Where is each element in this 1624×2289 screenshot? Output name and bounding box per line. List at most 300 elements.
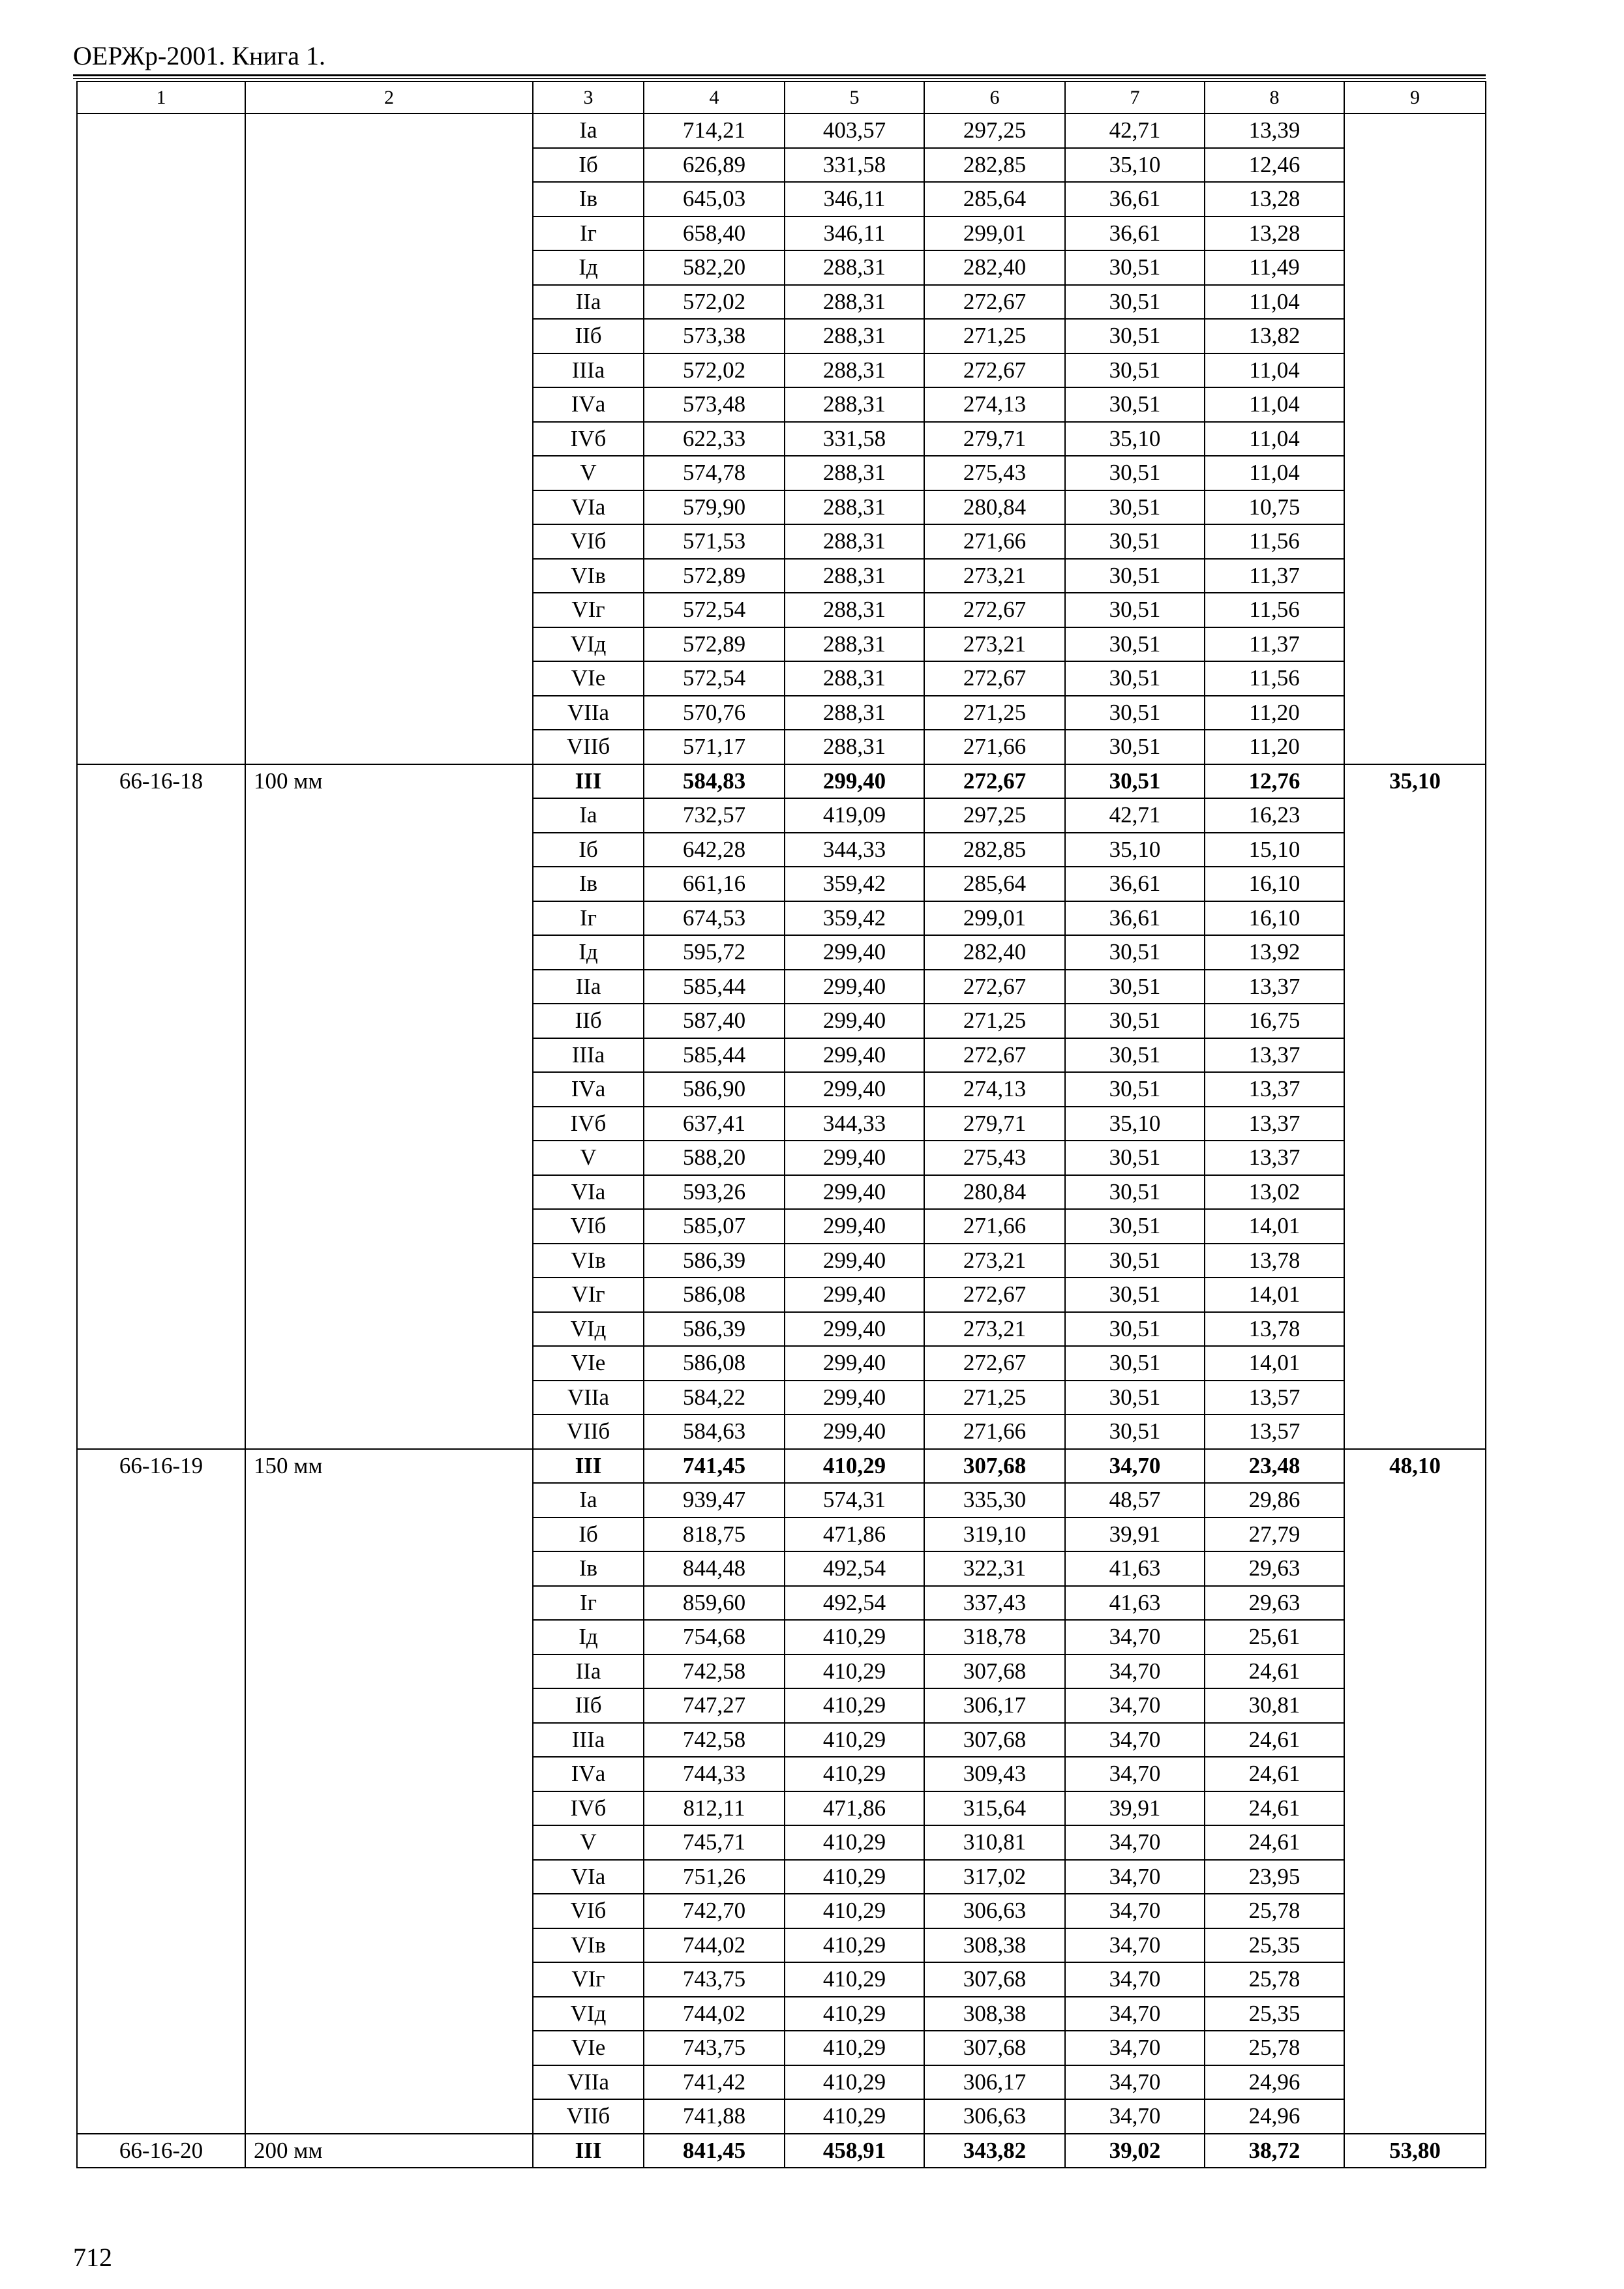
machines-cell: 272,67 bbox=[924, 764, 1065, 799]
labor-cell: 53,80 bbox=[1344, 2134, 1486, 2168]
total-cost-cell: 818,75 bbox=[644, 1518, 785, 1552]
code-cell bbox=[77, 1962, 245, 1997]
labor-cell bbox=[1344, 113, 1486, 148]
name-cell bbox=[245, 661, 533, 696]
name-cell bbox=[245, 867, 533, 901]
materials-cell: 13,78 bbox=[1205, 1312, 1344, 1347]
table-row bbox=[77, 113, 1486, 148]
variant-cell: Iа bbox=[533, 798, 644, 833]
machinist-wages-cell: 36,61 bbox=[1065, 182, 1205, 217]
table-row bbox=[77, 1825, 1486, 1860]
variant-cell: III bbox=[533, 1449, 644, 1484]
wages-cell: 299,40 bbox=[785, 1346, 924, 1381]
machinist-wages-cell: 30,51 bbox=[1065, 730, 1205, 764]
machinist-wages-cell: 30,51 bbox=[1065, 696, 1205, 730]
wages-cell: 471,86 bbox=[785, 1518, 924, 1552]
table-row bbox=[77, 1072, 1486, 1107]
labor-cell bbox=[1344, 524, 1486, 559]
labor-cell: 48,10 bbox=[1344, 1449, 1486, 1484]
code-cell bbox=[77, 1551, 245, 1586]
total-cost-cell: 859,60 bbox=[644, 1586, 785, 1621]
machines-cell: 337,43 bbox=[924, 1586, 1065, 1621]
code-cell: 66-16-19 bbox=[77, 1449, 245, 1484]
machines-cell: 306,17 bbox=[924, 1688, 1065, 1723]
variant-cell: IIа bbox=[533, 970, 644, 1004]
machinist-wages-cell: 30,51 bbox=[1065, 1004, 1205, 1038]
variant-cell: VIа bbox=[533, 1175, 644, 1210]
total-cost-cell: 741,42 bbox=[644, 2065, 785, 2100]
table-row bbox=[77, 1381, 1486, 1415]
machines-cell: 271,66 bbox=[924, 524, 1065, 559]
materials-cell: 30,81 bbox=[1205, 1688, 1344, 1723]
wages-cell: 410,29 bbox=[785, 1928, 924, 1963]
name-cell bbox=[245, 1175, 533, 1210]
machinist-wages-cell: 30,51 bbox=[1065, 1175, 1205, 1210]
machines-cell: 315,64 bbox=[924, 1791, 1065, 1826]
machines-cell: 306,63 bbox=[924, 1894, 1065, 1928]
materials-cell: 13,57 bbox=[1205, 1381, 1344, 1415]
total-cost-cell: 573,38 bbox=[644, 319, 785, 353]
machinist-wages-cell: 35,10 bbox=[1065, 422, 1205, 456]
code-cell bbox=[77, 1518, 245, 1552]
code-cell bbox=[77, 730, 245, 764]
materials-cell: 13,02 bbox=[1205, 1175, 1344, 1210]
name-cell bbox=[245, 833, 533, 867]
machines-cell: 280,84 bbox=[924, 490, 1065, 525]
total-cost-cell: 571,17 bbox=[644, 730, 785, 764]
code-cell bbox=[77, 319, 245, 353]
labor-cell bbox=[1344, 1346, 1486, 1381]
total-cost-cell: 744,33 bbox=[644, 1757, 785, 1791]
variant-cell: IIIа bbox=[533, 1038, 644, 1073]
name-cell bbox=[245, 319, 533, 353]
variant-cell: VIIа bbox=[533, 696, 644, 730]
name-cell bbox=[245, 970, 533, 1004]
table-row bbox=[77, 833, 1486, 867]
total-cost-cell: 573,48 bbox=[644, 387, 785, 422]
code-cell bbox=[77, 1825, 245, 1860]
materials-cell: 14,01 bbox=[1205, 1278, 1344, 1312]
table-row bbox=[77, 1312, 1486, 1347]
code-cell bbox=[77, 1997, 245, 2031]
variant-cell: Iд bbox=[533, 1620, 644, 1654]
machinist-wages-cell: 34,70 bbox=[1065, 1620, 1205, 1654]
machines-cell: 307,68 bbox=[924, 1962, 1065, 1997]
machines-cell: 273,21 bbox=[924, 1312, 1065, 1347]
labor-cell bbox=[1344, 1586, 1486, 1621]
code-cell bbox=[77, 1894, 245, 1928]
materials-cell: 11,49 bbox=[1205, 250, 1344, 285]
variant-cell: Iг bbox=[533, 901, 644, 936]
machines-cell: 273,21 bbox=[924, 627, 1065, 662]
variant-cell: IVа bbox=[533, 1757, 644, 1791]
table-row bbox=[77, 1688, 1486, 1723]
variant-cell: Iб bbox=[533, 1518, 644, 1552]
machinist-wages-cell: 34,70 bbox=[1065, 1928, 1205, 1963]
machines-cell: 279,71 bbox=[924, 1107, 1065, 1141]
variant-cell: Iв bbox=[533, 867, 644, 901]
wages-cell: 492,54 bbox=[785, 1551, 924, 1586]
variant-cell: IVа bbox=[533, 1072, 644, 1107]
name-cell bbox=[245, 1586, 533, 1621]
variant-cell: Iа bbox=[533, 113, 644, 148]
name-cell bbox=[245, 1414, 533, 1449]
materials-cell: 25,35 bbox=[1205, 1997, 1344, 2031]
wages-cell: 410,29 bbox=[785, 1997, 924, 2031]
variant-cell: IIб bbox=[533, 1004, 644, 1038]
name-cell bbox=[245, 1757, 533, 1791]
machinist-wages-cell: 30,51 bbox=[1065, 970, 1205, 1004]
variant-cell: VIг bbox=[533, 1962, 644, 1997]
wages-cell: 471,86 bbox=[785, 1791, 924, 1826]
machinist-wages-cell: 34,70 bbox=[1065, 1654, 1205, 1689]
code-cell bbox=[77, 2099, 245, 2134]
name-cell bbox=[245, 593, 533, 627]
column-number: 3 bbox=[533, 82, 644, 113]
wages-cell: 288,31 bbox=[785, 456, 924, 490]
table-row bbox=[77, 2031, 1486, 2065]
variant-cell: VIе bbox=[533, 661, 644, 696]
machines-cell: 271,25 bbox=[924, 1381, 1065, 1415]
table-row bbox=[77, 1620, 1486, 1654]
variant-cell: Iв bbox=[533, 182, 644, 217]
variant-cell: VIIб bbox=[533, 1414, 644, 1449]
variant-cell: IIб bbox=[533, 319, 644, 353]
total-cost-cell: 572,54 bbox=[644, 661, 785, 696]
materials-cell: 24,96 bbox=[1205, 2099, 1344, 2134]
table-row bbox=[77, 661, 1486, 696]
materials-cell: 11,04 bbox=[1205, 456, 1344, 490]
code-cell bbox=[77, 1654, 245, 1689]
labor-cell bbox=[1344, 867, 1486, 901]
wages-cell: 299,40 bbox=[785, 1141, 924, 1175]
total-cost-cell: 572,54 bbox=[644, 593, 785, 627]
total-cost-cell: 754,68 bbox=[644, 1620, 785, 1654]
machines-cell: 272,67 bbox=[924, 970, 1065, 1004]
table-row bbox=[77, 1723, 1486, 1758]
machines-cell: 272,67 bbox=[924, 1346, 1065, 1381]
name-cell bbox=[245, 148, 533, 183]
table-row bbox=[77, 798, 1486, 833]
machines-cell: 271,25 bbox=[924, 1004, 1065, 1038]
machinist-wages-cell: 30,51 bbox=[1065, 1038, 1205, 1073]
table-row bbox=[77, 1209, 1486, 1244]
total-cost-cell: 637,41 bbox=[644, 1107, 785, 1141]
code-cell bbox=[77, 2031, 245, 2065]
machinist-wages-cell: 34,70 bbox=[1065, 2065, 1205, 2100]
total-cost-cell: 588,20 bbox=[644, 1141, 785, 1175]
materials-cell: 13,28 bbox=[1205, 182, 1344, 217]
table-row-main bbox=[77, 764, 1486, 799]
machines-cell: 307,68 bbox=[924, 1723, 1065, 1758]
variant-cell: IIб bbox=[533, 1688, 644, 1723]
table-row bbox=[77, 1483, 1486, 1518]
variant-cell: VIд bbox=[533, 1312, 644, 1347]
machines-cell: 273,21 bbox=[924, 1244, 1065, 1278]
machines-cell: 322,31 bbox=[924, 1551, 1065, 1586]
total-cost-cell: 586,39 bbox=[644, 1312, 785, 1347]
name-cell bbox=[245, 182, 533, 217]
table-row bbox=[77, 2065, 1486, 2100]
labor-cell bbox=[1344, 1757, 1486, 1791]
materials-cell: 27,79 bbox=[1205, 1518, 1344, 1552]
variant-cell: Iв bbox=[533, 1551, 644, 1586]
code-cell bbox=[77, 1004, 245, 1038]
wages-cell: 288,31 bbox=[785, 250, 924, 285]
materials-cell: 13,37 bbox=[1205, 1038, 1344, 1073]
machinist-wages-cell: 35,10 bbox=[1065, 1107, 1205, 1141]
machinist-wages-cell: 34,70 bbox=[1065, 2031, 1205, 2065]
table-row-main bbox=[77, 1449, 1486, 1484]
table-row bbox=[77, 250, 1486, 285]
table-row bbox=[77, 1551, 1486, 1586]
total-cost-cell: 642,28 bbox=[644, 833, 785, 867]
wages-cell: 288,31 bbox=[785, 285, 924, 320]
table-row bbox=[77, 1997, 1486, 2031]
labor-cell bbox=[1344, 696, 1486, 730]
total-cost-cell: 745,71 bbox=[644, 1825, 785, 1860]
code-cell bbox=[77, 833, 245, 867]
labor-cell bbox=[1344, 1244, 1486, 1278]
variant-cell: VIг bbox=[533, 1278, 644, 1312]
materials-cell: 25,61 bbox=[1205, 1620, 1344, 1654]
table-row bbox=[77, 490, 1486, 525]
name-cell bbox=[245, 1346, 533, 1381]
machinist-wages-cell: 48,57 bbox=[1065, 1483, 1205, 1518]
machinist-wages-cell: 30,51 bbox=[1065, 1244, 1205, 1278]
materials-cell: 10,75 bbox=[1205, 490, 1344, 525]
machines-cell: 309,43 bbox=[924, 1757, 1065, 1791]
name-cell bbox=[245, 422, 533, 456]
variant-cell: V bbox=[533, 456, 644, 490]
variant-cell: III bbox=[533, 764, 644, 799]
labor-cell bbox=[1344, 1654, 1486, 1689]
materials-cell: 16,23 bbox=[1205, 798, 1344, 833]
variant-cell: IVб bbox=[533, 1791, 644, 1826]
table-row bbox=[77, 422, 1486, 456]
machinist-wages-cell: 34,70 bbox=[1065, 1997, 1205, 2031]
table-row bbox=[77, 593, 1486, 627]
wages-cell: 410,29 bbox=[785, 2065, 924, 2100]
variant-cell: Iб bbox=[533, 148, 644, 183]
code-cell bbox=[77, 353, 245, 388]
wages-cell: 331,58 bbox=[785, 148, 924, 183]
wages-cell: 288,31 bbox=[785, 319, 924, 353]
machinist-wages-cell: 39,91 bbox=[1065, 1791, 1205, 1826]
materials-cell: 25,78 bbox=[1205, 1962, 1344, 1997]
column-number: 8 bbox=[1205, 82, 1344, 113]
machinist-wages-cell: 30,51 bbox=[1065, 1312, 1205, 1347]
name-cell bbox=[245, 1723, 533, 1758]
variant-cell: VIд bbox=[533, 627, 644, 662]
materials-cell: 16,10 bbox=[1205, 901, 1344, 936]
wages-cell: 299,40 bbox=[785, 1038, 924, 1073]
name-cell bbox=[245, 1312, 533, 1347]
variant-cell: VIIа bbox=[533, 2065, 644, 2100]
code-cell bbox=[77, 1312, 245, 1347]
labor-cell bbox=[1344, 1312, 1486, 1347]
total-cost-cell: 622,33 bbox=[644, 422, 785, 456]
materials-cell: 38,72 bbox=[1205, 2134, 1344, 2168]
machines-cell: 279,71 bbox=[924, 422, 1065, 456]
materials-cell: 29,63 bbox=[1205, 1551, 1344, 1586]
table-row bbox=[77, 1278, 1486, 1312]
materials-cell: 11,37 bbox=[1205, 627, 1344, 662]
name-cell bbox=[245, 559, 533, 593]
total-cost-cell: 743,75 bbox=[644, 1962, 785, 1997]
wages-cell: 574,31 bbox=[785, 1483, 924, 1518]
name-cell bbox=[245, 1791, 533, 1826]
wages-cell: 299,40 bbox=[785, 935, 924, 970]
code-cell: 66-16-20 bbox=[77, 2134, 245, 2168]
machines-cell: 318,78 bbox=[924, 1620, 1065, 1654]
variant-cell: VIе bbox=[533, 1346, 644, 1381]
machinist-wages-cell: 34,70 bbox=[1065, 1688, 1205, 1723]
wages-cell: 410,29 bbox=[785, 2031, 924, 2065]
table-row bbox=[77, 148, 1486, 183]
wages-cell: 299,40 bbox=[785, 1312, 924, 1347]
table-row bbox=[77, 970, 1486, 1004]
labor-cell bbox=[1344, 1278, 1486, 1312]
labor-cell bbox=[1344, 1962, 1486, 1997]
wages-cell: 288,31 bbox=[785, 524, 924, 559]
wages-cell: 288,31 bbox=[785, 559, 924, 593]
labor-cell bbox=[1344, 1107, 1486, 1141]
code-cell bbox=[77, 148, 245, 183]
column-number: 6 bbox=[924, 82, 1065, 113]
code-cell bbox=[77, 1381, 245, 1415]
name-cell bbox=[245, 1038, 533, 1073]
name-cell bbox=[245, 2065, 533, 2100]
table-row bbox=[77, 696, 1486, 730]
table-row bbox=[77, 1518, 1486, 1552]
name-cell bbox=[245, 1209, 533, 1244]
materials-cell: 12,76 bbox=[1205, 764, 1344, 799]
wages-cell: 299,40 bbox=[785, 1004, 924, 1038]
materials-cell: 13,78 bbox=[1205, 1244, 1344, 1278]
code-cell bbox=[77, 798, 245, 833]
machinist-wages-cell: 42,71 bbox=[1065, 798, 1205, 833]
materials-cell: 13,82 bbox=[1205, 319, 1344, 353]
materials-cell: 16,75 bbox=[1205, 1004, 1344, 1038]
code-cell bbox=[77, 627, 245, 662]
table-row bbox=[77, 627, 1486, 662]
variant-cell: VIг bbox=[533, 593, 644, 627]
name-cell bbox=[245, 1518, 533, 1552]
materials-cell: 16,10 bbox=[1205, 867, 1344, 901]
name-cell bbox=[245, 1620, 533, 1654]
machines-cell: 308,38 bbox=[924, 1928, 1065, 1963]
wages-cell: 299,40 bbox=[785, 1209, 924, 1244]
materials-cell: 11,20 bbox=[1205, 696, 1344, 730]
variant-cell: VIIа bbox=[533, 1381, 644, 1415]
total-cost-cell: 587,40 bbox=[644, 1004, 785, 1038]
labor-cell: 35,10 bbox=[1344, 764, 1486, 799]
total-cost-cell: 584,22 bbox=[644, 1381, 785, 1415]
name-cell bbox=[245, 1381, 533, 1415]
materials-cell: 13,39 bbox=[1205, 113, 1344, 148]
machines-cell: 285,64 bbox=[924, 182, 1065, 217]
labor-cell bbox=[1344, 1791, 1486, 1826]
labor-cell bbox=[1344, 593, 1486, 627]
machines-cell: 274,13 bbox=[924, 1072, 1065, 1107]
wages-cell: 299,40 bbox=[785, 1278, 924, 1312]
column-number: 4 bbox=[644, 82, 785, 113]
labor-cell bbox=[1344, 422, 1486, 456]
materials-cell: 24,61 bbox=[1205, 1791, 1344, 1826]
materials-cell: 24,61 bbox=[1205, 1757, 1344, 1791]
materials-cell: 11,56 bbox=[1205, 661, 1344, 696]
labor-cell bbox=[1344, 970, 1486, 1004]
machines-cell: 310,81 bbox=[924, 1825, 1065, 1860]
name-cell bbox=[245, 1928, 533, 1963]
table-row bbox=[77, 353, 1486, 388]
variant-cell: III bbox=[533, 2134, 644, 2168]
table-row bbox=[77, 559, 1486, 593]
code-cell bbox=[77, 1757, 245, 1791]
name-cell bbox=[245, 901, 533, 936]
code-cell bbox=[77, 559, 245, 593]
code-cell bbox=[77, 250, 245, 285]
labor-cell bbox=[1344, 217, 1486, 251]
labor-cell bbox=[1344, 1860, 1486, 1894]
total-cost-cell: 714,21 bbox=[644, 113, 785, 148]
machines-cell: 308,38 bbox=[924, 1997, 1065, 2031]
name-cell bbox=[245, 1688, 533, 1723]
wages-cell: 410,29 bbox=[785, 1894, 924, 1928]
machinist-wages-cell: 41,63 bbox=[1065, 1586, 1205, 1621]
name-cell bbox=[245, 1997, 533, 2031]
machines-cell: 272,67 bbox=[924, 285, 1065, 320]
machinist-wages-cell: 34,70 bbox=[1065, 1962, 1205, 1997]
labor-cell bbox=[1344, 1175, 1486, 1210]
total-cost-cell: 586,39 bbox=[644, 1244, 785, 1278]
name-cell bbox=[245, 217, 533, 251]
labor-cell bbox=[1344, 2099, 1486, 2134]
materials-cell: 13,92 bbox=[1205, 935, 1344, 970]
table-row bbox=[77, 901, 1486, 936]
name-cell bbox=[245, 456, 533, 490]
machinist-wages-cell: 36,61 bbox=[1065, 867, 1205, 901]
machines-cell: 285,64 bbox=[924, 867, 1065, 901]
name-cell bbox=[245, 353, 533, 388]
labor-cell bbox=[1344, 1072, 1486, 1107]
machines-cell: 282,40 bbox=[924, 935, 1065, 970]
total-cost-cell: 658,40 bbox=[644, 217, 785, 251]
wages-cell: 344,33 bbox=[785, 833, 924, 867]
column-number: 7 bbox=[1065, 82, 1205, 113]
table-row bbox=[77, 1757, 1486, 1791]
labor-cell bbox=[1344, 456, 1486, 490]
machines-cell: 272,67 bbox=[924, 661, 1065, 696]
table-row bbox=[77, 1586, 1486, 1621]
machinist-wages-cell: 30,51 bbox=[1065, 490, 1205, 525]
name-cell bbox=[245, 1004, 533, 1038]
materials-cell: 23,48 bbox=[1205, 1449, 1344, 1484]
labor-cell bbox=[1344, 901, 1486, 936]
labor-cell bbox=[1344, 2031, 1486, 2065]
wages-cell: 410,29 bbox=[785, 1654, 924, 1689]
total-cost-cell: 626,89 bbox=[644, 148, 785, 183]
wages-cell: 359,42 bbox=[785, 867, 924, 901]
machinist-wages-cell: 30,51 bbox=[1065, 764, 1205, 799]
total-cost-cell: 841,45 bbox=[644, 2134, 785, 2168]
materials-cell: 29,63 bbox=[1205, 1586, 1344, 1621]
machines-cell: 282,40 bbox=[924, 250, 1065, 285]
variant-cell: Iг bbox=[533, 217, 644, 251]
name-cell: 150 мм bbox=[245, 1449, 533, 1484]
machines-cell: 273,21 bbox=[924, 559, 1065, 593]
